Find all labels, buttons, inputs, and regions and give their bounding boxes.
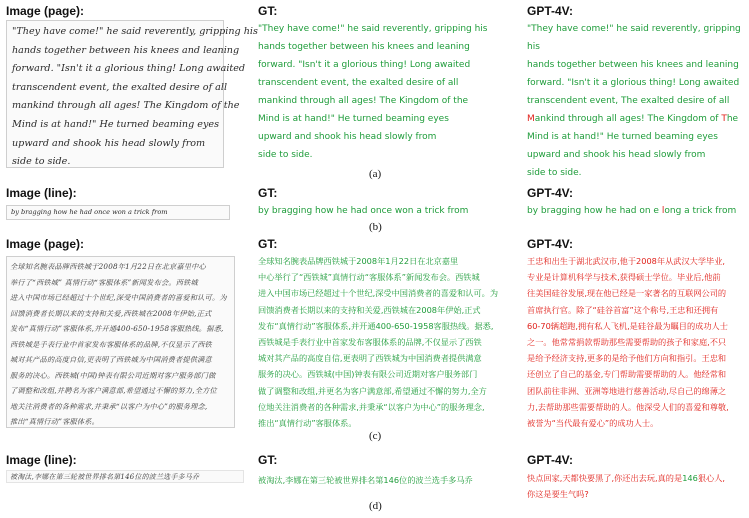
- gt-line: 城对其产品的高度自信,更表明了西铁城为中国消费者提供满意: [258, 353, 482, 364]
- gpt-line: 还创立了自己的基金,专门帮助需要帮助的人。他经常和: [527, 369, 727, 380]
- hand-line: Mind is at hand!" He turned beaming eyes: [12, 118, 219, 130]
- hand-line: 服务的决心。西铁城(中国)钟表有限公司近期对客户服务部门做: [10, 370, 216, 380]
- hand-line: side to side.: [12, 156, 71, 168]
- gpt4v-text-a: [527, 20, 747, 182]
- gpt-span: 狠心人,: [697, 473, 725, 483]
- gt-line: 位地关注消费者的各种需求,并秉承“以客户为中心”的服务理念,: [258, 401, 485, 412]
- gt-line: forward. "Isn't it a glorious thing! Long awaited: [258, 60, 471, 70]
- error-char: T: [721, 114, 727, 124]
- gt-header-b: GT:: [258, 186, 278, 200]
- gpt4v-text-c: [527, 253, 747, 431]
- gt-line: 全球知名腕表品牌西铁城于2008年1月22日在北京嘉里: [258, 256, 459, 266]
- hand-line: 举行了“西铁城” 真情行动“客服体系”新闻发布会。西铁城: [10, 277, 198, 287]
- image-page-header-c: Image (page):: [6, 237, 85, 251]
- handwriting-text-a: [7, 21, 258, 174]
- gpt-line: upward and shook his head slowly from: [527, 150, 706, 160]
- hand-line: transcendent event, the exalted desire of all: [12, 81, 228, 93]
- gpt-line: forward. "Isn't it a glorious thing! Long awaited: [527, 78, 740, 88]
- caption-d: (d): [369, 500, 382, 512]
- gpt-span: by bragging how he had on e: [527, 206, 662, 216]
- hand-line: 推出“真情行动”客服体系。: [10, 417, 100, 426]
- gt-line: 推出“真情行动”客服体系。: [258, 418, 357, 429]
- gpt4v-header-c: GPT-4V:: [527, 237, 574, 251]
- hand-line: 地关注消费者的各种需求,并秉承“以客户为中心”的服务理念,: [10, 401, 208, 411]
- handwriting-text-c: [7, 257, 234, 432]
- gpt-span: he: [726, 114, 739, 124]
- handwritten-page-image-a: [6, 20, 258, 168]
- image-page-header-a: Image (page):: [6, 4, 85, 18]
- gt-line: side to side.: [258, 150, 313, 160]
- gpt-span: 快点回家,天都快要黑了,你还出去玩,真的是: [527, 473, 683, 483]
- gpt-line: 之一。他常常捐款帮助那些需要帮助的孩子和家庭,不只: [527, 337, 727, 348]
- caption-b: (b): [369, 221, 382, 233]
- handwritten-page-image-c: [6, 256, 235, 428]
- gpt-line: 60-70辆超跑,拥有私人飞机,是硅谷最为瞩目的成功人士: [527, 320, 728, 331]
- gpt4v-text-b: [527, 202, 736, 220]
- gpt-line: 王忠和出生于湖北武汉市,他于2008年从武汉大学毕业,: [527, 256, 725, 266]
- gpt-line: 团队前往非洲、亚洲等地进行慈善活动,尽自己的绵薄之: [527, 385, 727, 396]
- gt-line: transcendent event, the exalted desire of all: [258, 78, 459, 88]
- gt-line: 发布“真情行动”客服体系,并开通400-650-1958客服热线。据悉,: [258, 320, 494, 331]
- caption-c: (c): [369, 430, 382, 442]
- gt-text-c: [258, 253, 513, 431]
- hand-line: 回馈消费者长期以来的支持和关爱,西铁城在2008年伊始,正式: [10, 308, 212, 318]
- handwriting-text-b: by bragging how he had once won a trick from: [11, 208, 168, 216]
- hand-line: forward. "Isn't it a glorious thing! Long awaited: [12, 63, 246, 75]
- gpt4v-header-d: GPT-4V:: [527, 453, 574, 467]
- gt-line: 服务的决心。西铁城(中国)钟表有限公司近期对客户服务部门: [258, 369, 478, 380]
- correct-span: 146: [682, 473, 698, 483]
- handwritten-line-image-b: [6, 205, 230, 220]
- gpt-line: [527, 470, 747, 486]
- hand-line: 发布“真情行动”客服体系,并开通400-650-1958客服热线。据悉,: [10, 324, 224, 333]
- hand-line: 城对其产品的高度自信,更表明了西铁城为中国消费者提供满意: [10, 355, 212, 364]
- gpt-line: hands together between his knees and leaning: [527, 60, 739, 70]
- gpt4v-header-b: GPT-4V:: [527, 186, 574, 200]
- hand-line: upward and shook his head slowly from: [12, 137, 206, 149]
- gpt-line: 是给予经济支持,更多的是给予他们方向和指引。王忠和: [527, 353, 727, 364]
- gpt-line: 被誉为“当代最有爱心”的成功人士。: [527, 418, 659, 429]
- gt-header-c: GT:: [258, 237, 278, 251]
- handwriting-text-d: 被淘汰,李娜在第三轮被世界排名第146位的波兰选手多马乔: [10, 473, 200, 481]
- gpt-line: 往美国硅谷发展,现在他已经是一家著名的互联网公司的: [527, 288, 727, 299]
- gpt-line: 首席执行官。除了“硅谷首富”这个称号,王忠和还拥有: [527, 304, 719, 315]
- gt-header-d: GT:: [258, 453, 278, 467]
- gpt-line: side to side.: [527, 168, 582, 178]
- hand-line: 了调整和改组,并聘名为客户满意部,希望通过不懈的努力,全方位: [10, 386, 217, 395]
- gpt4v-text-d: [527, 470, 747, 502]
- gpt-line: Mind is at hand!" He turned beaming eyes: [527, 132, 718, 142]
- gpt-line: "They have come!" he said reverently, gripping his: [527, 24, 741, 52]
- hand-line: hands together between his knees and leaning: [12, 44, 240, 56]
- error-char: M: [527, 114, 535, 124]
- hand-line: 全球知名腕表品牌西铁城于2008年1月22日在北京嘉里中心: [10, 262, 206, 271]
- image-line-header-b: Image (line):: [6, 186, 77, 200]
- gt-line: Mind is at hand!" He turned beaming eyes: [258, 114, 449, 124]
- caption-a: (a): [369, 168, 382, 180]
- gpt-line: 专业是计算机科学与技术,获得硕士学位。毕业后,他前: [527, 272, 721, 283]
- gt-line: mankind through all ages! The Kingdom of the: [258, 96, 469, 106]
- gt-line: "They have come!" he said reverently, gripping his: [258, 24, 488, 34]
- gpt-line: transcendent event, The exalted desire of all: [527, 96, 730, 106]
- gpt-line: 你这是要生气吗?: [527, 489, 589, 500]
- gpt-span: ankind through all ages! The Kingdom of: [534, 114, 722, 124]
- gt-line: 回馈消费者长期以来的支持和关爱,西铁城在2008年伊始,正式: [258, 304, 481, 315]
- gpt-span: ong a trick from: [664, 206, 737, 216]
- gt-text-a: [258, 20, 503, 164]
- hand-line: 进入中国市场已经超过十个世纪,深受中国消费者的喜爱和认可。为: [10, 293, 227, 302]
- hand-line: 西铁城是手表行业中首家发布客服体系的品牌,不仅显示了西铁: [10, 339, 212, 349]
- error-char: l: [661, 206, 665, 216]
- gt-line: upward and shook his head slowly from: [258, 132, 437, 142]
- gpt-line: [527, 110, 747, 128]
- gt-header-a: GT:: [258, 4, 278, 18]
- hand-line: mankind through all ages! The Kingdom of the: [12, 100, 240, 112]
- gt-text-b: by bragging how he had once won a trick from: [258, 206, 469, 216]
- gt-line: hands together between his knees and leaning: [258, 42, 470, 52]
- handwritten-line-image-d: [6, 470, 244, 483]
- gt-line: 西铁城是手表行业中首家发布客服体系的品牌,不仅显示了西铁: [258, 337, 482, 348]
- gt-line: 做了调整和改组,并更名为客户满意部,希望通过不懈的努力,全方: [258, 385, 487, 396]
- gt-text-d: 被淘汰,李娜在第三轮被世界排名第146位的波兰选手多马乔: [258, 475, 473, 485]
- gpt-line: 力,去帮助那些需要帮助的人。他深受人们的喜爱和尊敬,: [527, 401, 729, 412]
- image-line-header-d: Image (line):: [6, 453, 77, 467]
- gt-line: 中心举行了“西铁城”真情行动“客服体系”新闻发布会。西铁城: [258, 272, 480, 283]
- gpt4v-header-a: GPT-4V:: [527, 4, 574, 18]
- gt-line: 进入中国市场已经超过十个世纪,深受中国消费者的喜爱和认可。为: [258, 288, 499, 299]
- hand-line: "They have come!" he said reverently, gripping his: [12, 26, 258, 37]
